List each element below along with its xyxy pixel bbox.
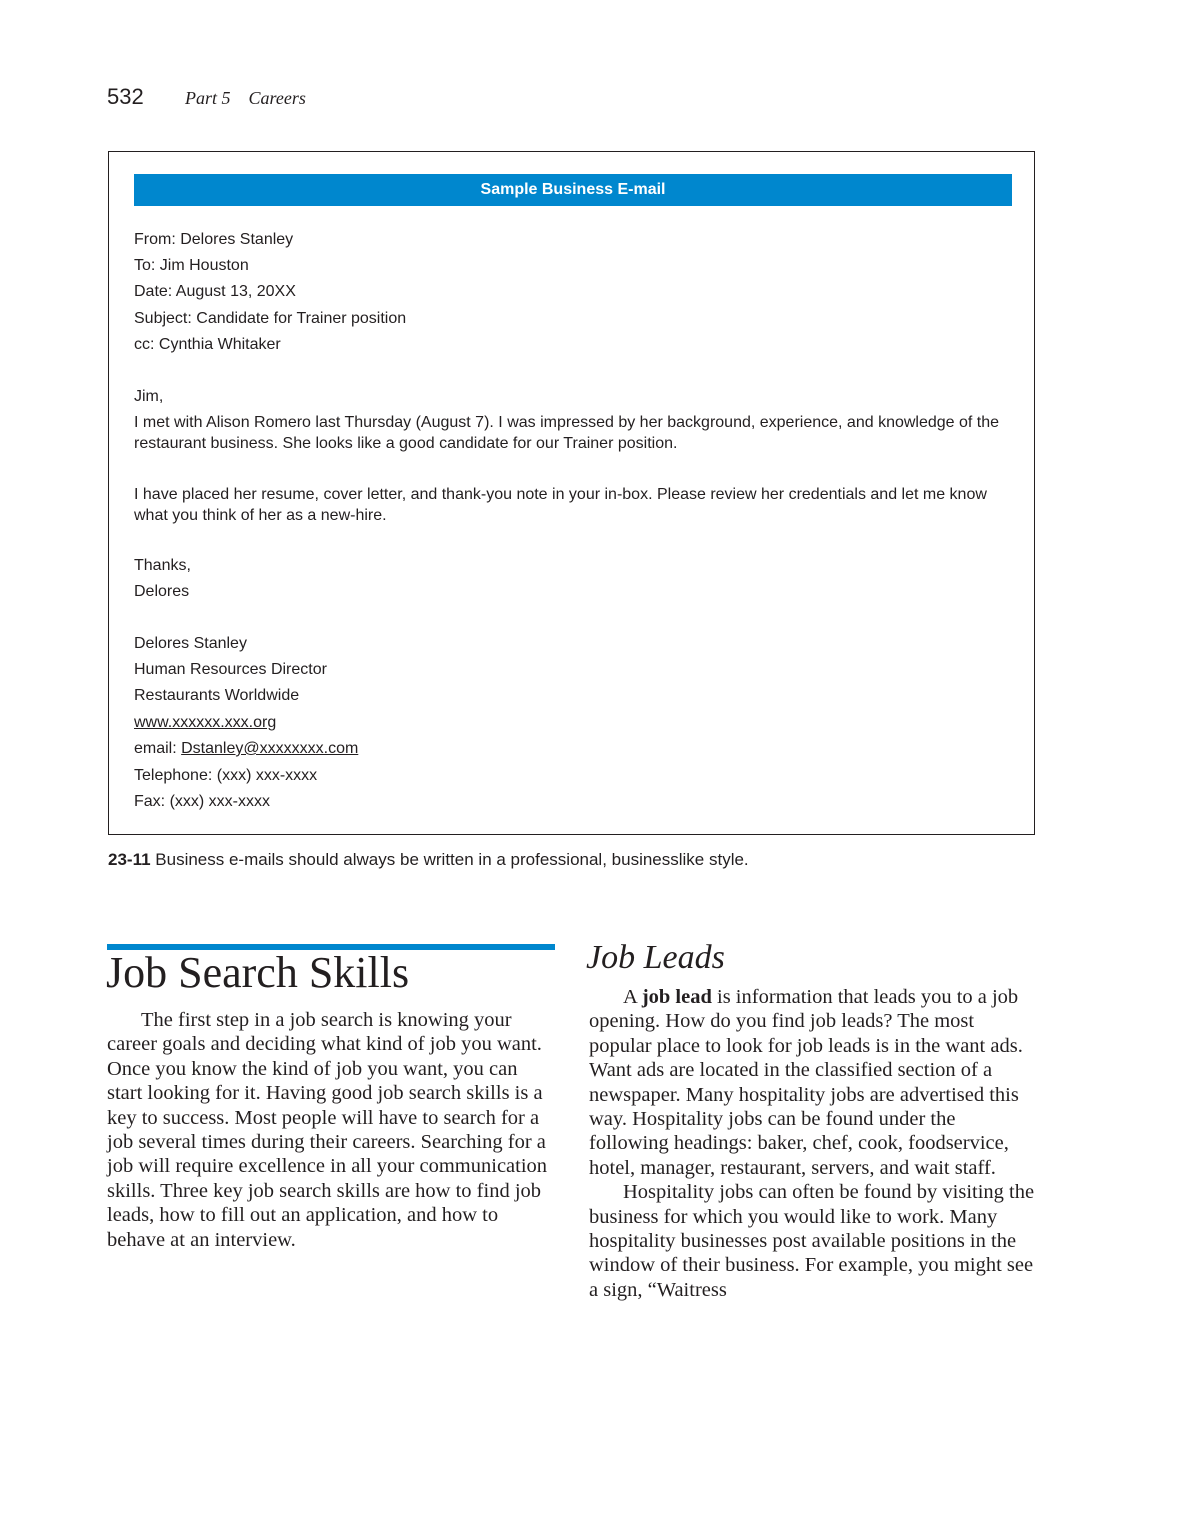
signature-website-link[interactable]: www.xxxxxx.xxx.org — [134, 714, 277, 731]
subsection-heading: Job Leads — [586, 939, 725, 976]
key-term-job-lead: job lead — [641, 986, 712, 1008]
p1-before: A — [623, 986, 642, 1008]
email-date: Date: August 13, 20XX — [134, 283, 296, 300]
caption-number: 23-11 — [108, 850, 151, 869]
figure-caption — [108, 850, 749, 870]
left-column — [107, 1008, 555, 1252]
figure-sample-email — [108, 151, 1035, 835]
signature-name: Delores Stanley — [134, 635, 247, 652]
right-column — [589, 985, 1039, 1302]
signature-email-link[interactable]: Dstanley@xxxxxxxx.com — [181, 740, 359, 757]
signature-title: Human Resources Director — [134, 661, 327, 678]
signature-company: Restaurants Worldwide — [134, 687, 300, 704]
email-from: From: Delores Stanley — [134, 231, 294, 248]
section-heading: Job Search Skills — [106, 948, 410, 997]
signature-email-label: email: — [134, 740, 182, 757]
running-head: Part 5 Careers — [185, 88, 306, 108]
section-paragraph: The first step in a job search is knowing your career goals and deciding what kind of job you want. Once you know the kind of job you want, you can start looking for it. Having good job search skills is a key to success. Most people will have to search for a job several times during their careers. Searching for a job will require excellence in all your communication skills. Three key job search skills are how to find job leads, how to fill out an application, and how to behave at an interview. — [107, 1009, 548, 1251]
email-to: To: Jim Houston — [134, 257, 249, 274]
subsection-paragraph-1 — [589, 985, 1039, 1180]
page-number: 532 — [107, 84, 144, 109]
subsection-paragraph-2: Hospitality jobs can often be found by visiting the business for which you would like to work. Many hospitality businesses post available positions in the window of their business. For example, you might see a sign, “Waitress — [589, 1181, 1035, 1301]
email-greeting: Jim, — [134, 388, 164, 405]
page-header — [107, 84, 306, 110]
p1-after: is information that leads you to a job opening. How do you find job leads? The most popular place to look for job leads is in the want ads. Want ads are located in the classified section of a newspaper. Many hospitality jobs are advertised this way. Hospitality jobs can be found under the following headings: baker, chef, cook, foodservice, hotel, manager, restaurant, servers, and wait staff. — [589, 986, 1023, 1179]
signature-fax: Fax: (xxx) xxx-xxxx — [134, 793, 270, 810]
email-closing: Thanks, — [134, 557, 191, 574]
figure-title: Sample Business E-mail — [134, 174, 1012, 206]
email-closing-name: Delores — [134, 583, 190, 600]
email-paragraph-1: I met with Alison Romero last Thursday (August 7). I was impressed by her background, experience, and knowledge of the restaurant business. She looks like a good candidate for our Trainer position. — [134, 414, 1000, 452]
signature-telephone: Telephone: (xxx) xxx-xxxx — [134, 767, 318, 784]
signature-email — [134, 739, 358, 759]
email-cc: cc: Cynthia Whitaker — [134, 336, 281, 353]
email-subject: Subject: Candidate for Trainer position — [134, 310, 407, 327]
caption-text: Business e-mails should always be written in a professional, businesslike style. — [150, 850, 749, 869]
email-paragraph-2: I have placed her resume, cover letter, and thank-you note in your in-box. Please review her credentials and let me know what you think of her as a new-hire. — [134, 486, 987, 524]
